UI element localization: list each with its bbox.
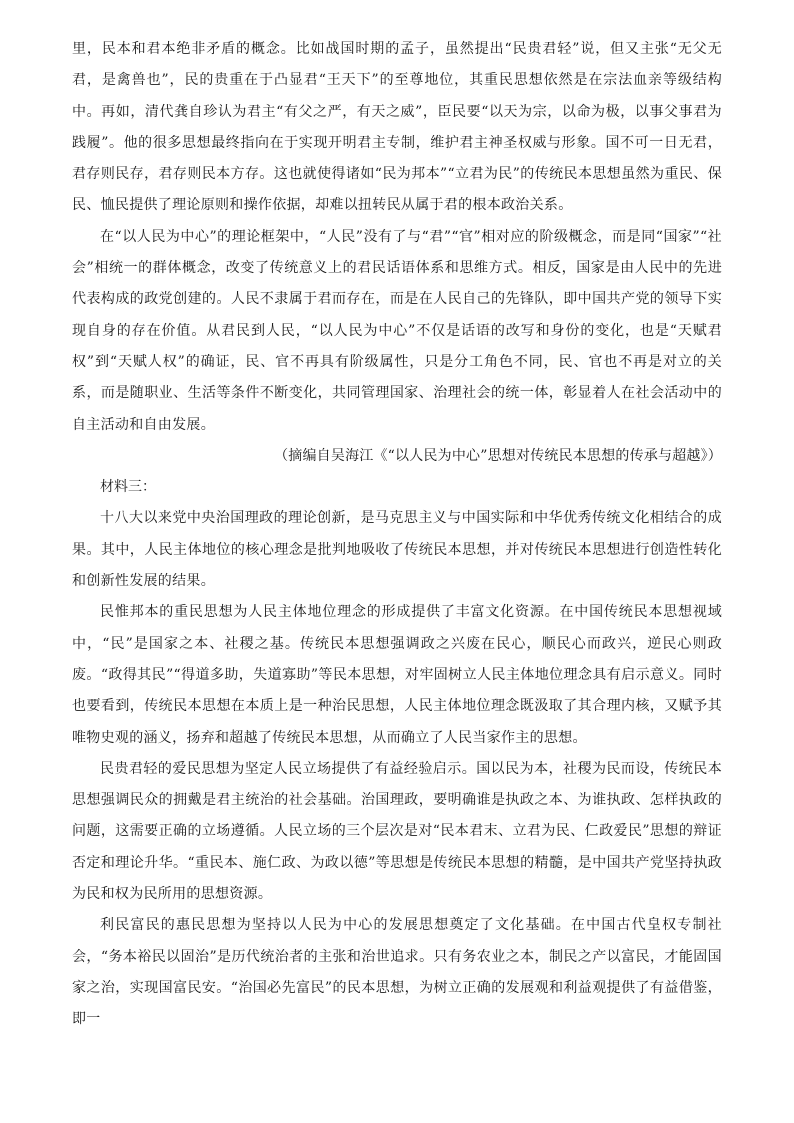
- paragraph-1: 里，民本和君本绝非矛盾的概念。比如战国时期的孟子，虽然提出“民贵君轻”说，但又主张“无父无君，是禽兽也”，民的贵重在于凸显君“王天下”的至尊地位，其重民思想依然是在宗法血亲等级结构中。再如，清代龚自珍认为君主“有父之严，有天之威”，臣民要“以天为宗，以命为极，以事父事君为践履”。他的很多思想最终指向在于实现开明君主专制，维护君主神圣权威与形象。国不可一日无君，君存则民存，君存则民本方存。这也就使得诸如“民为邦本”“立君为民”的传统民本思想虽然为重民、保民、恤民提供了理论原则和操作依据，却难以扭转民从属于君的根本政治关系。: [72, 41, 722, 214]
- section-label: 材料三：: [100, 479, 156, 496]
- source-citation: （摘编自吴海江《“以人民为中心”思想对传统民本思想的传承与超越》）: [274, 447, 722, 464]
- document-page: [72, 34, 722, 1036]
- paragraph-3: 十八大以来党中央治国理政的理论创新，是马克思主义与中国实际和中华优秀传统文化相结合的成果。其中，人民主体地位的核心理念是批判地吸收了传统民本思想，并对传统民本思想进行创造性转化和创新性发展的结果。: [72, 510, 722, 590]
- paragraph-4: 民惟邦本的重民思想为人民主体地位理念的形成提供了丰富文化资源。在中国传统民本思想视域中，“民”是国家之本、社稷之基。传统民本思想强调政之兴废在民心，顺民心而政兴，逆民心则政废。“政得其民”“得道多助，失道寡助”等民本思想，对牢固树立人民主体地位理念具有启示意义。同时也要看到，传统民本思想在本质上是一种治民思想，人民主体地位理念既汲取了其合理内核，又赋予其唯物史观的涵义，扬弃和超越了传统民本思想，从而确立了人民当家作主的思想。: [72, 604, 722, 746]
- paragraph-2: 在“以人民为中心”的理论框架中，“人民”没有了与“君”“官”相对应的阶级概念，而是同“国家”“社会”相统一的群体概念，改变了传统意义上的君民话语体系和思维方式。相反，国家是由人民中的先进代表构成的政党创建的。人民不隶属于君而存在，而是在人民自己的先锋队，即中国共产党的领导下实现自身的存在价值。从君民到人民，“以人民为中心”不仅是话语的改写和身份的变化，也是“天赋君权”到“天赋人权”的确证，民、官不再具有阶级属性，只是分工角色不同，民、官也不再是对立的关系，而是随职业、生活等条件不断变化，共同管理国家、治理社会的统一体，彰显着人在社会活动中的自主活动和自由发展。: [72, 228, 722, 433]
- paragraph-6: 利民富民的惠民思想为坚持以人民为中心的发展思想奠定了文化基础。在中国古代皇权专制社会，“务本裕民以固治”是历代统治者的主张和治世追求。只有务农业之本，制民之产以富民，才能固国家之治，实现国富民安。“治国必先富民”的民本思想，为树立正确的发展观和利益观提供了有益借鉴，即一: [72, 917, 722, 1028]
- paragraph-5: 民贵君轻的爱民思想为坚定人民立场提供了有益经验启示。国以民为本，社稷为民而设，传统民本思想强调民众的拥戴是君主统治的社会基础。治国理政，要明确谁是执政之本、为谁执政、怎样执政的问题，这需要正确的立场遵循。人民立场的三个层次是对“民本君末、立君为民、仁政爱民”思想的辩证否定和理论升华。“重民本、施仁政、为政以德”等思想是传统民本思想的精髓，是中国共产党坚持执政为民和权为民所用的思想资源。: [72, 760, 722, 903]
